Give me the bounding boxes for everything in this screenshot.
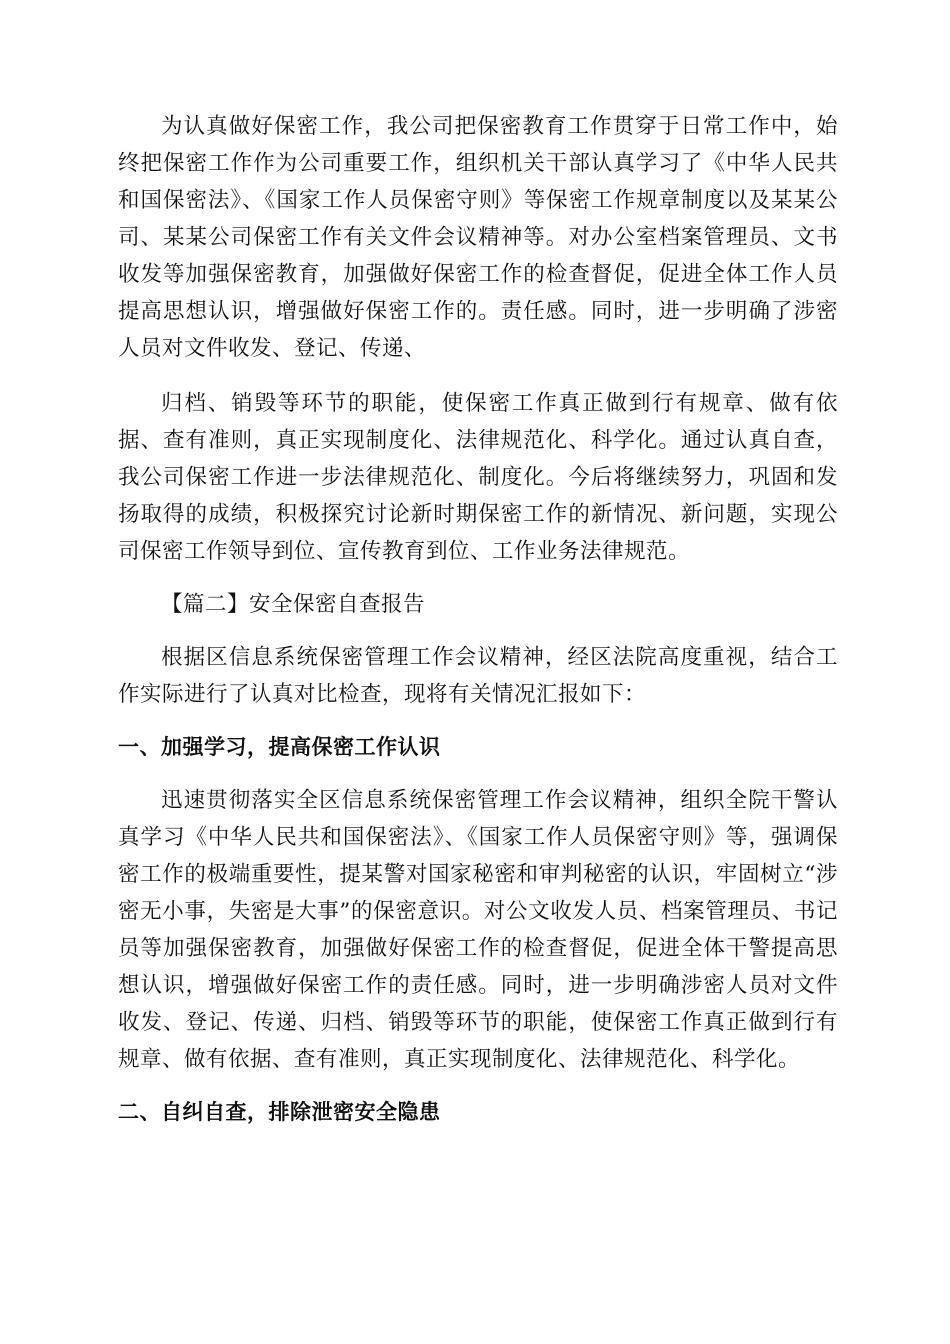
heading-self-inspection: 二、自纠自查，排除泄密安全隐患 (118, 1100, 441, 1124)
paragraph-confidentiality-education: 为认真做好保密工作，我公司把保密教育工作贯穿于日常工作中，始终把保密工作作为公司重要工作，组织机关干部认真学习了《中华人民共和国保密法》、《国家工作人员保密守则》等保密工作规章制度以及某某公司、某某公司保密工作有关文件会议精神等。对办公室档案管理员、文书收发等加强保密教育，加强做好保密工作的检查督促，促进全体工作人员提高思想认识，增强做好保密工作的。责任感。同时，进一步明确了涉密人员对文件收发、登记、传递、 (118, 114, 838, 361)
section-title-part-two: 【篇二】安全保密自查报告 (161, 592, 426, 617)
paragraph-study-details: 迅速贯彻落实全区信息系统保密管理工作会议精神，组织全院干警认真学习《中华人民共和国保密法》、《国家工作人员保密守则》等，强调保密工作的极端重要性，提某警对国家秘密和审判秘密的认识，牢固树立“涉密无小事，失密是大事”的保密意识。对公文收发人员、档案管理员、书记员等加强保密教育，加强做好保密工作的检查督促，促进全体干警提高思想认识，增强做好保密工作的责任感。同时，进一步明确涉密人员对文件收发、登记、传递、归档、销毁等环节的职能，使保密工作真正做到行有规章、做有依据、查有准则，真正实现制度化、法律规范化、科学化。 (118, 788, 838, 1072)
paragraph-intro-report: 根据区信息系统保密管理工作会议精神，经区法院高度重视，结合工作实际进行了认真对比检查，现将有关情况汇报如下： (118, 645, 838, 707)
document-body (118, 108, 838, 1131)
heading-strengthen-study: 一、加强学习，提高保密工作认识 (118, 735, 441, 759)
paragraph-archiving-duties: 归档、销毁等环节的职能，使保密工作真正做到行有规章、做有依据、查有准则，真正实现制度化、法律规范化、科学化。通过认真自查，我公司保密工作进一步法律规范化、制度化。今后将继续努力，巩固和发扬取得的成绩，积极探究讨论新时期保密工作的新情况、新问题，实现公司保密工作领导到位、宣传教育到位、工作业务法律规范。 (118, 391, 838, 564)
